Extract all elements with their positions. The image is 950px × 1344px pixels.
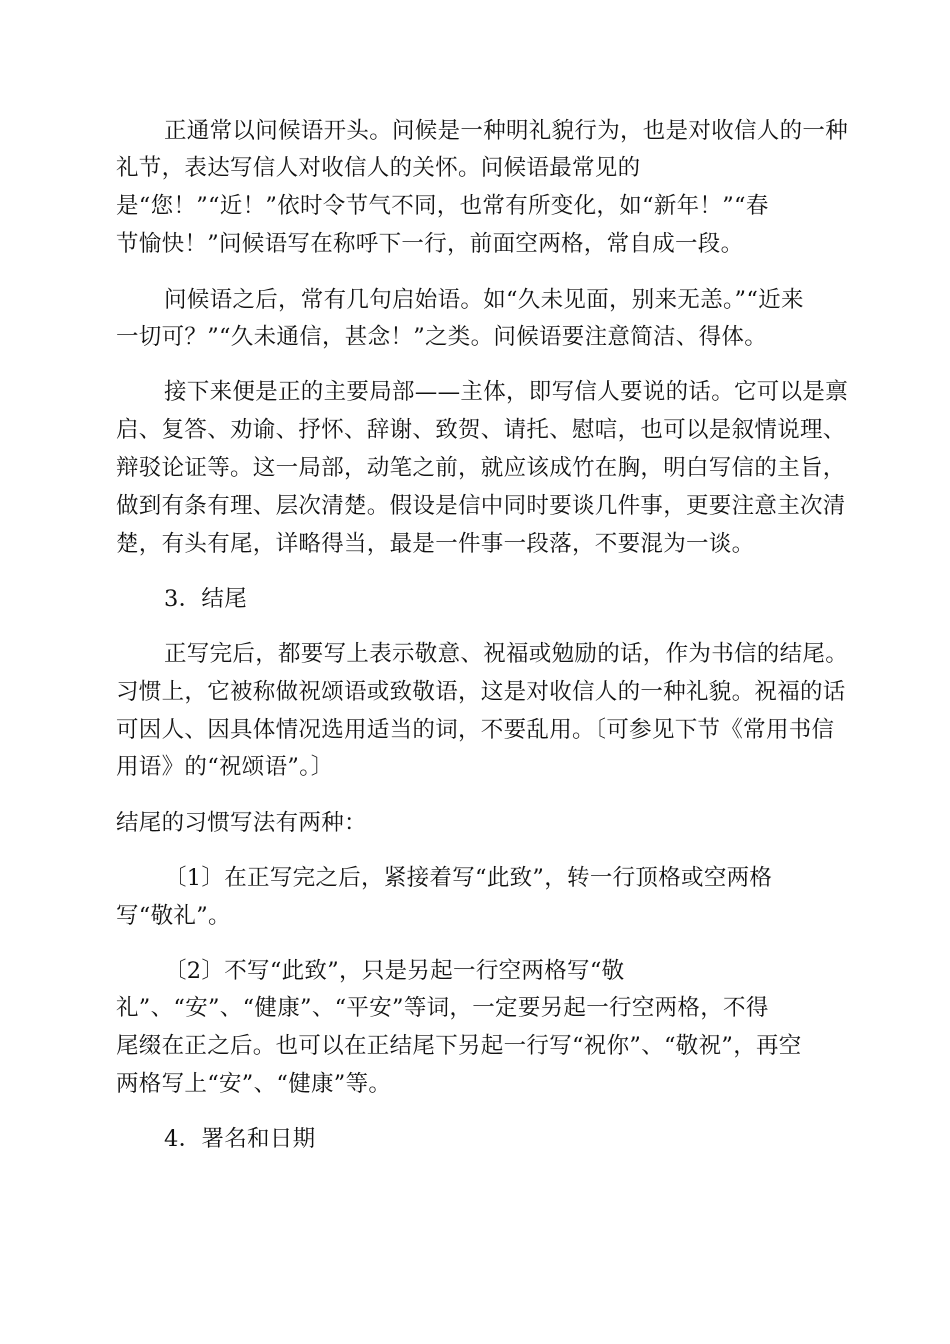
text-line-20: 礼”、“安”、“健康”、“平安”等词，一定要另起一行空两格，不得	[116, 995, 769, 1021]
section-heading-4: 4．署名和日期	[164, 1126, 316, 1152]
text-line-9: 辩驳论证等。这一局部，动笔之前，就应该成竹在胸，明白写信的主旨，	[116, 455, 846, 481]
text-line-2: 礼节，表达写信人对收信人的关怀。问候语最常见的	[116, 155, 641, 181]
text-line-3: 是“您！”“近！”依时令节气不同，也常有所变化，如“新年！”“春	[116, 193, 769, 219]
text-line-1: 正通常以问候语开头。问候是一种明礼貌行为，也是对收信人的一种	[164, 118, 849, 144]
text-line-16: 结尾的习惯写法有两种：	[116, 810, 367, 836]
text-line-4: 节愉快！”问候语写在称呼下一行，前面空两格，常自成一段。	[116, 231, 744, 257]
text-line-17: 〔1〕在正写完之后，紧接着写“此致”，转一行顶格或空两格	[164, 865, 773, 891]
text-line-6: 一切可？”“久未通信，甚念！”之类。问候语要注意简洁、得体。	[116, 324, 768, 350]
text-line-18: 写“敬礼”。	[116, 903, 231, 929]
text-line-19: 〔2〕不写“此致”，只是另起一行空两格写“敬	[164, 958, 625, 984]
text-line-8: 启、复答、劝谕、抒怀、辞谢、致贺、请托、慰唁，也可以是叙情说理、	[116, 417, 846, 443]
text-line-11: 楚，有头有尾，详略得当，最是一件事一段落，不要混为一谈。	[116, 531, 755, 557]
text-line-7: 接下来便是正的主要局部——主体，即写信人要说的话。它可以是禀	[164, 379, 849, 405]
text-line-12: 正写完后，都要写上表示敬意、祝福或勉励的话，作为书信的结尾。	[164, 641, 849, 667]
text-line-15: 用语》的“祝颂语”。〕	[116, 754, 334, 780]
text-line-14: 可因人、因具体情况选用适当的词，不要乱用。〔可参见下节《常用书信	[116, 717, 835, 743]
text-line-22: 两格写上“安”、“健康”等。	[116, 1071, 392, 1097]
text-line-21: 尾缀在正之后。也可以在正结尾下另起一行写“祝你”、“敬祝”，再空	[116, 1033, 802, 1059]
text-line-13: 习惯上，它被称做祝颂语或致敬语，这是对收信人的一种礼貌。祝福的话	[116, 679, 846, 705]
text-line-10: 做到有条有理、层次清楚。假设是信中同时要谈几件事，更要注意主次清	[116, 493, 846, 519]
text-line-5: 问候语之后，常有几句启始语。如“久未见面，别来无恙。”“近来	[164, 287, 804, 313]
section-heading-3: 3．结尾	[164, 586, 248, 612]
